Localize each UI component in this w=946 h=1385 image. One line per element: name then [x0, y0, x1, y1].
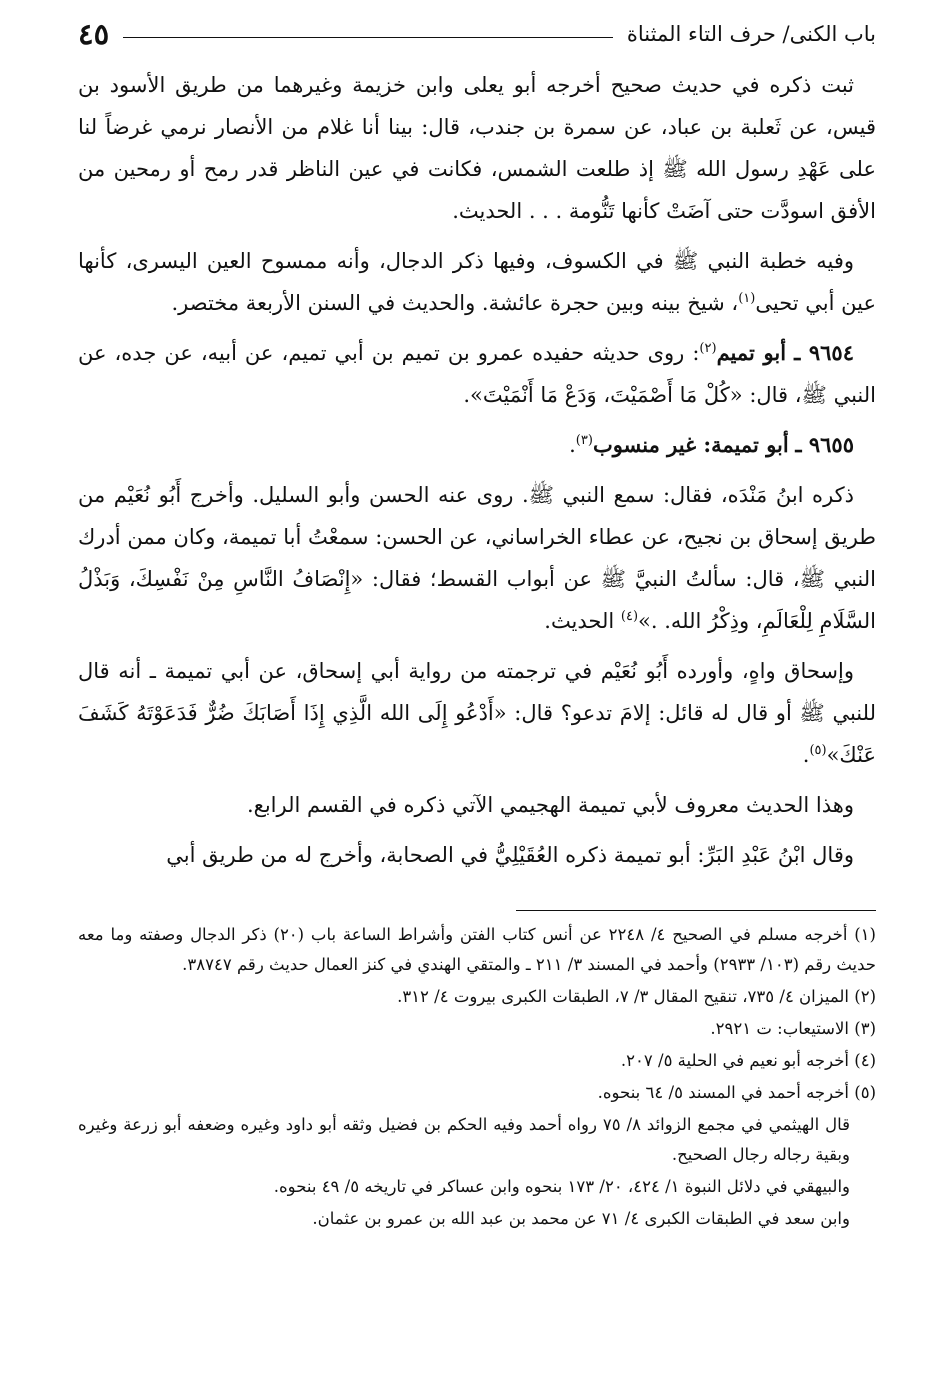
- entry-9655: [78, 424, 876, 466]
- footnote-ref: (٥): [809, 743, 827, 758]
- footnote-separator: [516, 910, 876, 911]
- paragraph: [78, 240, 876, 324]
- entry-text: : روى حديثه حفيده عمرو بن تميم بن أبي تميم، عن أبيه، عن جده، عن النبي ﷺ، قال: «كُلْ مَا أَصْمَيْتَ، وَدَعْ مَا أَنْمَيْتَ».: [78, 341, 876, 407]
- footnote-3: (٣) الاستيعاب: ت ٢٩٢١.: [710, 1019, 876, 1038]
- entry-number: ٩٦٥٤ ـ: [794, 340, 854, 365]
- footnotes: [78, 920, 876, 1236]
- paragraph-text: ، شيخ بينه وبين حجرة عائشة. والحديث في السنن الأربعة مختصر.: [171, 291, 739, 315]
- paragraph: [78, 64, 876, 232]
- footnote-2: (٢) الميزان ٤/ ٧٣٥، تنقيح المقال ٣/ ٧، الطبقات الكبرى بيروت ٤/ ٣١٢.: [397, 987, 876, 1006]
- footnote-ref: (٤): [620, 609, 639, 624]
- running-header: [78, 14, 876, 54]
- footnote-5: (٥) أخرجه أحمد في المسند ٥/ ٦٤ بنحوه.: [597, 1083, 876, 1102]
- paragraph: [78, 834, 876, 876]
- paragraph-text: ذكره ابنُ مَنْدَه، فقال: سمع النبي ﷺ. روى عنه الحسن وأبو السليل. وأخرج أَبُو نُعَيْم من طريق إسحاق بن نجيح، عن عطاء الخراساني، عن الحسن: سمعْتُ أبا تميمة، وكان ممن أدرك النبي ﷺ، قال: سألتُ النبيَّ ﷺ عن أبواب القسط؛ فقال: «إِنْصَافُ النَّاسِ مِنْ نَفْسِكَ، وَبَذْلُ السَّلَامِ لِلْعَالَمِ، وذِكْرُ الله. .»: [78, 483, 876, 633]
- footnote-ref: (٢): [699, 341, 717, 356]
- paragraph-text: ثبت ذكره في حديث صحيح أخرجه أبو يعلى وابن خزيمة وغيرهما من طريق الأسود بن قيس، عن ثَعلبة بن عباد، عن سمرة بن جندب، قال: بينا أنا غلام من الأنصار نرمي غرضاً لنا على عَهْدِ رسول الله ﷺ إذ طلعت الشمس، فكانت في عين الناظر قدر رمح أو رمحين من الأفق اسودَّت حتى آضَتْ كأنها تَنُّومة . . . الحديث.: [78, 73, 876, 223]
- entry-name: أبو تميمة: غير منسوب: [592, 432, 789, 457]
- entry-number: ٩٦٥٥ ـ: [795, 432, 854, 457]
- footnote-5-cont: وابن سعد في الطبقات الكبرى ٤/ ٧١ عن محمد بن عبد الله بن عمرو بن عثمان.: [312, 1209, 850, 1228]
- paragraph-text: وفيه خطبة النبي ﷺ في الكسوف، وفيها ذكر الدجال، وأنه ممسوح العين اليسرى، كأنها عين أبي تحيى: [78, 249, 876, 315]
- footnote-ref: (٣): [575, 433, 593, 448]
- entry-name: أبو تميم: [716, 340, 787, 365]
- footnote-5-cont: والبيهقي في دلائل النبوة ١/ ٤٢٤، ٢٠/ ١٧٣ بنحوه وابن عساكر في تاريخه ٥/ ٤٩ بنحوه.: [273, 1177, 850, 1196]
- paragraph-text: وقال ابْنُ عَبْدِ البَرِّ: أبو تميمة ذكره العُقَيْلِيُّ في الصحابة، وأخرج له من طريق أبي: [166, 843, 854, 867]
- entry-9654: [78, 332, 876, 416]
- paragraph-text: .: [802, 743, 810, 767]
- footnote-5-cont: قال الهيثمي في مجمع الزوائد ٨/ ٧٥ رواه أحمد وفيه الحكم بن فضيل وثقه أبو داود وغيره وضعفه أبو زرعة وغيره وبقية رجاله رجال الصحيح.: [78, 1115, 850, 1164]
- paragraph-text: وإسحاق واهٍ، وأورده أَبُو نُعَيْم في ترجمته من رواية أبي إسحاق، عن أبي تميمة ـ أنه قال للنبي ﷺ أو قال له قائل: إلامَ تدعو؟ قال: «أَدْعُو إِلَى الله الَّذِي إِذَا أَصَابَكَ ضُرٌّ فَدَعَوْتَهُ كَشَفَ عَنْكَ»: [78, 659, 876, 767]
- paragraph-text: وهذا الحديث معروف لأبي تميمة الهجيمي الآتي ذكره في القسم الرابع.: [246, 793, 854, 817]
- paragraph: [78, 474, 876, 642]
- entry-text: .: [569, 433, 576, 457]
- paragraph: [78, 784, 876, 826]
- paragraph: [78, 650, 876, 776]
- footnote-1: (١) أخرجه مسلم في الصحيح ٤/ ٢٢٤٨ عن أنس كتاب الفتن وأشراط الساعة باب (٢٠) ذكر الدجال وصفته وما معه حديث رقم (١٠٣/ ٢٩٣٣) وأحمد في المسند ٣/ ٢١١ ـ والمتقي الهندي في كنز العمال حديث رقم ٣٨٧٤٧.: [78, 925, 876, 974]
- footnote-ref: (١): [738, 291, 756, 306]
- header-rule: [123, 37, 613, 38]
- chapter-title: باب الكنى/ حرف التاء المثناة: [626, 22, 876, 46]
- main-text: [78, 64, 876, 884]
- page-number: ٤٥: [78, 17, 110, 51]
- footnote-4: (٤) أخرجه أبو نعيم في الحلية ٥/ ٢٠٧.: [620, 1051, 876, 1070]
- paragraph-text: الحديث.: [544, 609, 621, 633]
